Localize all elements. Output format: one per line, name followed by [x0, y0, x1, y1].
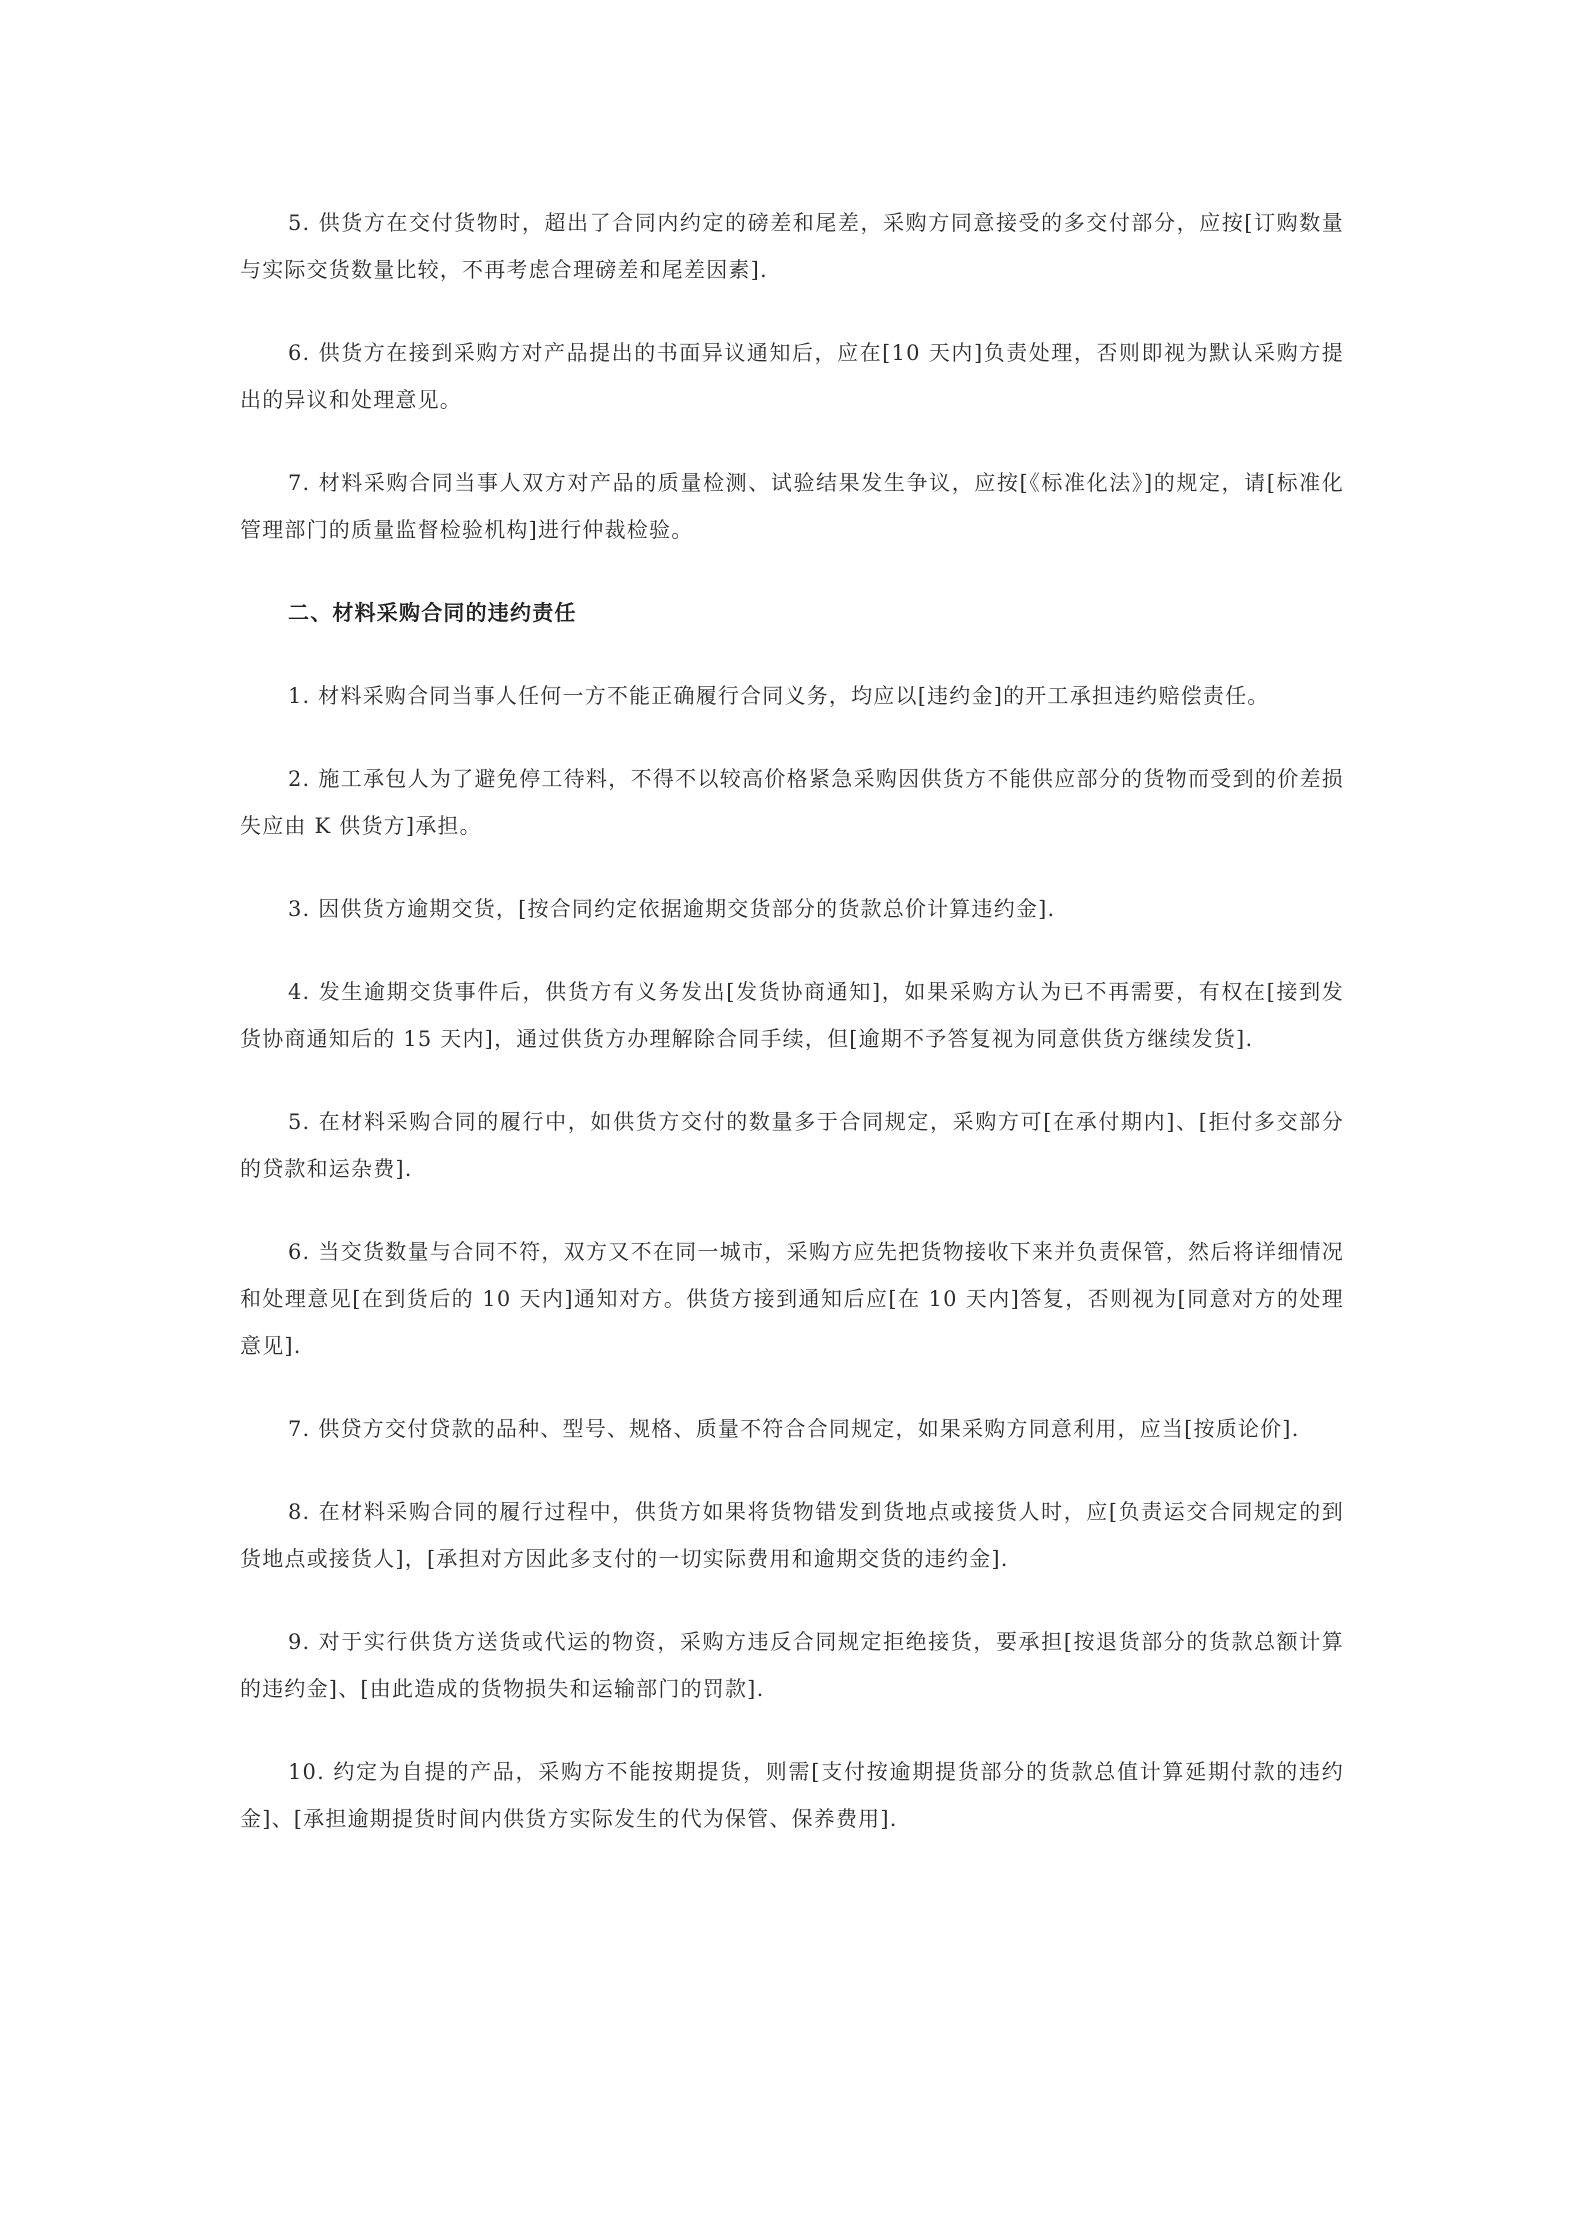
paragraph-item-7: 7. 材料采购合同当事人双方对产品的质量检测、试验结果发生争议，应按[《标准化法》]的规定，请[标准化管理部门的质量监督检验机构]进行仲裁检验。 — [240, 471, 1344, 542]
liability-item-8: 8. 在材料采购合同的履行过程中，供货方如果将货物错发到货地点或接货人时，应[负责运交合同规定的到货地点或接货人]，[承担对方因此多支付的一切实际费用和逾期交货的违约金]. — [240, 1500, 1344, 1571]
liability-item-5: 5. 在材料采购合同的履行中，如供货方交付的数量多于合同规定，采购方可[在承付期内]、[拒付多交部分的贷款和运杂费]. — [240, 1110, 1344, 1181]
liability-item-6: 6. 当交货数量与合同不符，双方又不在同一城市，采购方应先把货物接收下来并负责保管，然后将详细情况和处理意见[在到货后的 10 天内]通知对方。供货方接到通知后应[在 10 天内]答复，否则视为[同意对方的处理意见]. — [240, 1240, 1344, 1358]
liability-item-2: 2. 施工承包人为了避免停工待料，不得不以较高价格紧急采购因供货方不能供应部分的货物而受到的价差损失应由 K 供货方]承担。 — [240, 767, 1344, 838]
section-heading: 二、材料采购合同的违约责任 — [288, 601, 577, 625]
paragraph-item-5: 5. 供货方在交付货物时，超出了合同内约定的磅差和尾差，采购方同意接受的多交付部分，应按[订购数量与实际交货数量比较，不再考虑合理磅差和尾差因素]. — [240, 211, 1344, 282]
liability-item-4: 4. 发生逾期交货事件后，供货方有义务发出[发货协商通知]，如果采购方认为已不再需要，有权在[接到发货协商通知后的 15 天内]，通过供货方办理解除合同手续，但[逾期不予答复视为同意供货方继续发货]. — [240, 980, 1344, 1051]
liability-item-9: 9. 对于实行供货方送货或代运的物资，采购方违反合同规定拒绝接货，要承担[按退货部分的货款总额计算的违约金]、[由此造成的货物损失和运输部门的罚款]. — [240, 1630, 1344, 1701]
document-page — [240, 200, 1344, 1879]
liability-item-3: 3. 因供货方逾期交货，[按合同约定依据逾期交货部分的货款总价计算违约金]. — [288, 897, 1056, 921]
liability-item-1: 1. 材料采购合同当事人任何一方不能正确履行合同义务，均应以[违约金]的开工承担违约赔偿责任。 — [288, 684, 1270, 708]
liability-item-10: 10. 约定为自提的产品，采购方不能按期提货，则需[支付按逾期提货部分的货款总值计算延期付款的违约金]、[承担逾期提货时间内供货方实际发生的代为保管、保养费用]. — [240, 1760, 1344, 1831]
paragraph-item-6: 6. 供货方在接到采购方对产品提出的书面异议通知后，应在[10 天内]负责处理，否则即视为默认采购方提出的异议和处理意见。 — [240, 341, 1344, 412]
liability-item-7: 7. 供贷方交付贷款的品种、型号、规格、质量不符合合同规定，如果采购方同意利用，应当[按质论价]. — [288, 1417, 1300, 1441]
